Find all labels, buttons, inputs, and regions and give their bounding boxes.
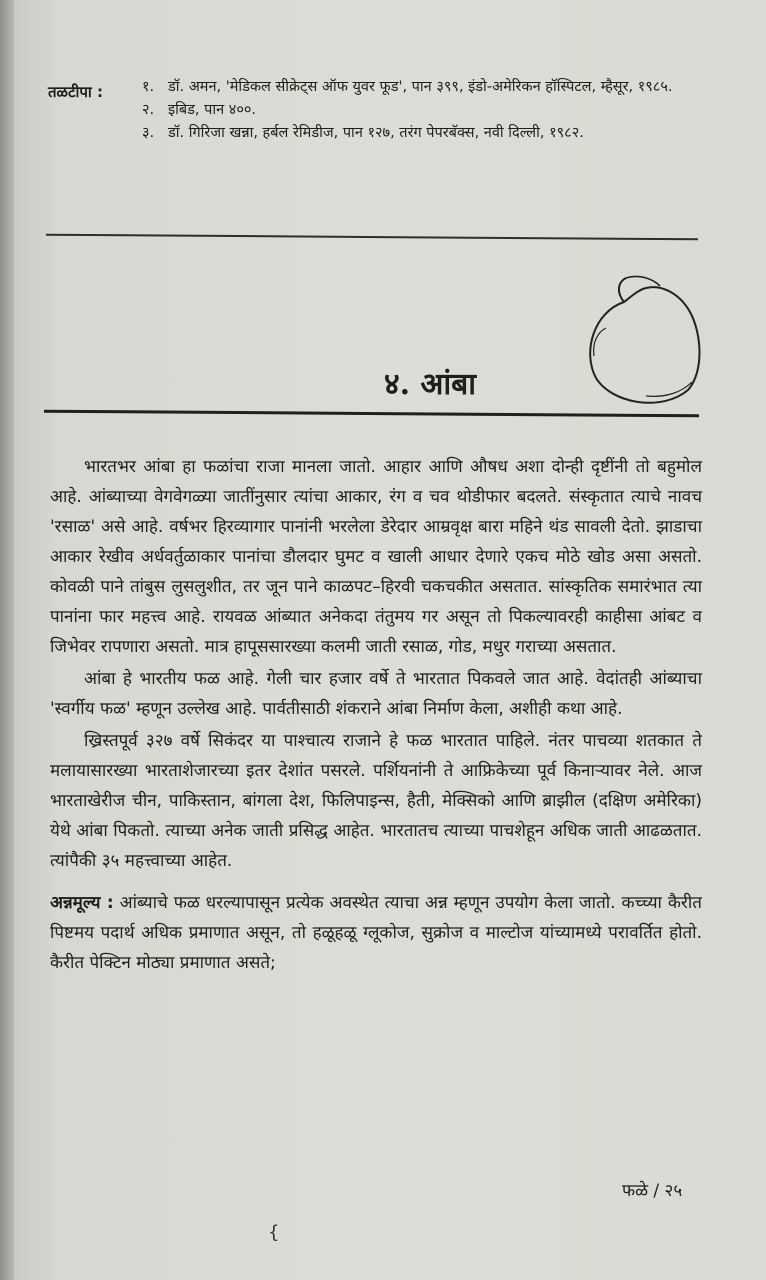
bottom-mark: { bbox=[268, 1222, 280, 1243]
footnotes-list bbox=[142, 76, 712, 145]
book-page bbox=[14, 0, 766, 1280]
footnote-item bbox=[142, 122, 712, 145]
paragraph: आंबा हे भारतीय फळ आहे. गेली चार हजार वर्षे ते भारतात पिकवले जात आहे. वेदांतही आंब्याचा 'स्वर्गीय फळ' म्हणून उल्लेख आहे. पार्वतीसाठी शंकराने आंबा निर्माण केला, अशीही कथा आहे. bbox=[50, 669, 702, 719]
paragraph: ख्रिस्तपूर्व ३२७ वर्षे सिकंदर या पाश्चात्य राजाने हे फळ भारतात पाहिले. नंतर पाचव्या शतकात ते मलायासारख्या भारताशेजारच्या इतर देशांत पसरले. पर्शियनांनी ते आफ्रिकेच्या पूर्व किनाऱ्यावर नेले. आज भारताखेरीज चीन, पाकिस्तान, बांगला देश, फिलिपाइन्स, हैती, मेक्सिको आणि ब्राझील (दक्षिण अमेरिका) येथे आंबा पिकतो. त्याच्या अनेक जाती प्रसिद्ध आहेत. भारतातच त्याच्या पाचशेहून अधिक जाती आढळतात. त्यांपैकी ३५ महत्त्वाच्या आहेत. bbox=[50, 731, 702, 871]
nutrition-text: आंब्याचे फळ धरल्यापासून प्रत्येक अवस्थेत त्याचा अन्न म्हणून उपयोग केला जातो. कच्च्या कैरीत पिष्टमय पदार्थ अधिक प्रमाणात असून, तो हळूहळू ग्लूकोज, सुक्रोज व माल्टोज यांच्यामध्ये परावर्तित होतो. कैरीत पेक्टिन मोठ्या प्रमाणात असते; bbox=[50, 893, 702, 973]
footnote-text: डॉ. अमन, 'मेडिकल सीक्रेट्स ऑफ युवर फूड', पान ३९९, इंडो-अमेरिकन हॉस्पिटल, म्हैसूर, १९८५. bbox=[168, 79, 673, 95]
footnotes-label: तळटीपा : bbox=[48, 83, 104, 101]
book-spine-shadow bbox=[0, 0, 14, 1280]
paragraph: भारतभर आंबा हा फळांचा राजा मानला जातो. आहार आणि औषध अशा दोन्ही दृष्टींनी तो बहुमोल आहे. आंब्याच्या वेगवेगळ्या जातींनुसार त्यांचा आकार, रंग व चव थोडीफार बदलते. संस्कृतात त्याचे नावच 'रसाळ' असे आहे. वर्षभर हिरव्यागार पानांनी भरलेला डेरेदार आम्रवृक्ष बारा महिने थंड सावली देतो. झाडाचा आकार रेखीव अर्धवर्तुळाकार पानांचा डौलदार घुमट व खाली आधार देणारे एकच मोठे खोड असा असतो. कोवळी पाने तांबुस लुसलुशीत, तर जून पाने काळपट–हिरवी चकचकीत असतात. सांस्कृतिक समारंभात त्या पानांना फार महत्त्व आहे. रायवळ आंब्यात अनेकदा तंतुमय गर असून तो पिकल्यावरही काहीसा आंबट व जिभेवर रापणारा असतो. मात्र हापूससारख्या कलमी जाती रसाळ, गोड, मधुर गराच्या असतात. bbox=[50, 457, 702, 657]
footnote-number: २. bbox=[142, 102, 155, 118]
footnote-text: इबिड, पान ४००. bbox=[168, 102, 257, 118]
body-text bbox=[50, 452, 702, 980]
footnote-text: डॉ. गिरिजा खन्ना, हर्बल रेमिडीज, पान १२७, तरंग पेपरबॅक्स, नवी दिल्ली, १९८२. bbox=[168, 125, 584, 141]
footnote-item bbox=[142, 99, 712, 122]
nutrition-paragraph bbox=[50, 888, 702, 978]
chapter-title: ४. आंबा bbox=[384, 367, 477, 402]
footnote-divider bbox=[46, 234, 698, 241]
mango-illustration-icon bbox=[576, 272, 708, 412]
page-number: फळे / २५ bbox=[622, 1181, 683, 1201]
footnote-number: ३. bbox=[142, 125, 155, 141]
nutrition-label: अन्नमूल्य : bbox=[50, 893, 114, 913]
footnote-number: १. bbox=[142, 79, 155, 95]
footnote-item bbox=[142, 76, 712, 99]
